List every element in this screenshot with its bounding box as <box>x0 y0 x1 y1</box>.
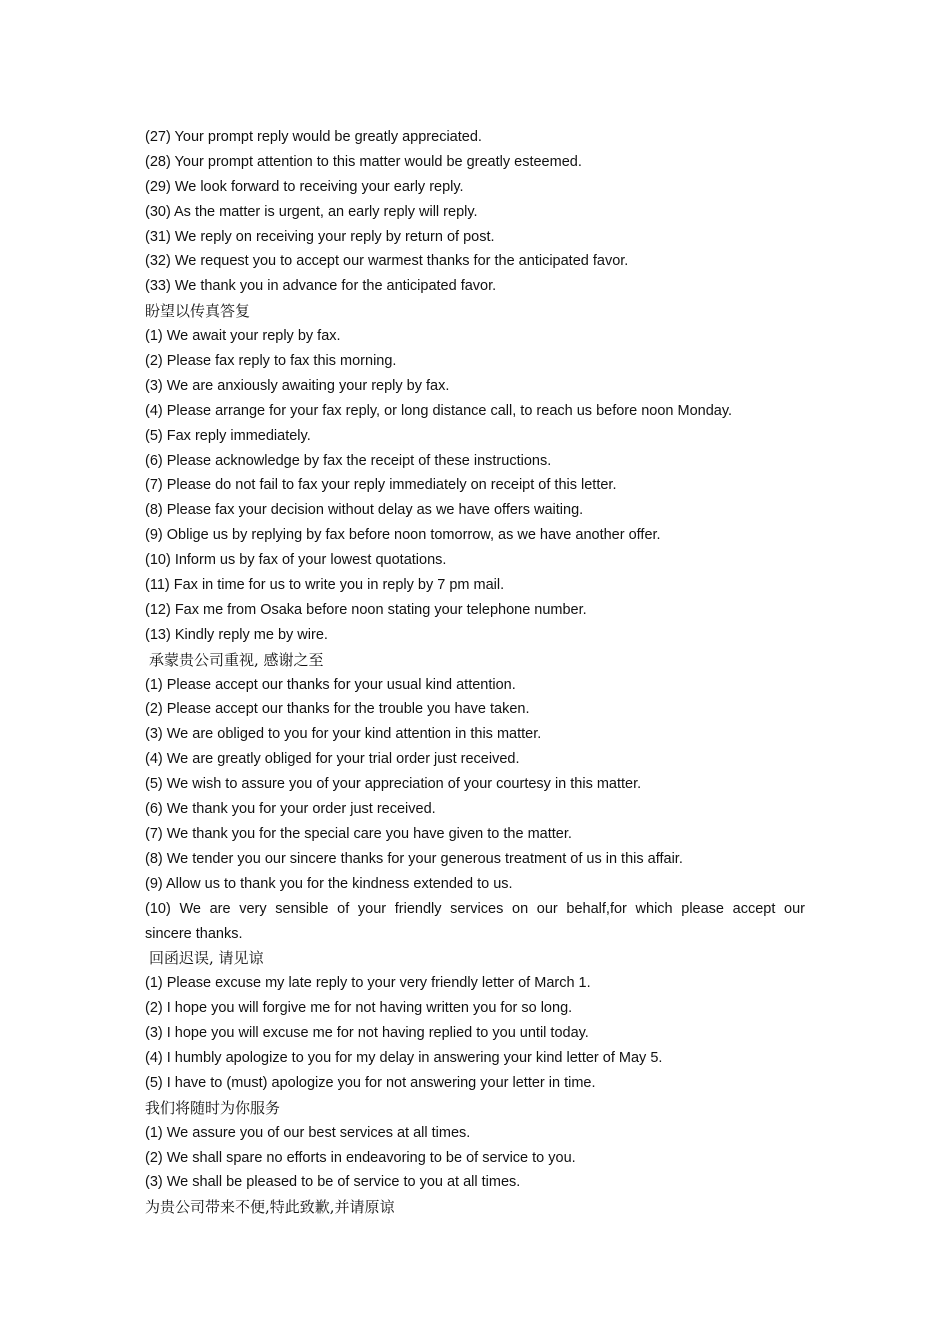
list-item: (4) I humbly apologize to you for my delay in answering your kind letter of May 5. <box>145 1049 663 1066</box>
list-item: (7) We thank you for the special care you have given to the matter. <box>145 825 572 842</box>
list-item: (13) Kindly reply me by wire. <box>145 626 328 643</box>
document-page <box>145 125 805 1220</box>
section-heading-thanks: 承蒙贵公司重视, 感谢之至 <box>149 650 324 669</box>
section-heading-late-reply: 回函迟误, 请见谅 <box>149 949 264 968</box>
list-item: (6) We thank you for your order just received. <box>145 801 436 818</box>
list-item: (4) We are greatly obliged for your trial order just received. <box>145 751 520 768</box>
list-item: (27) Your prompt reply would be greatly appreciated. <box>145 129 482 145</box>
list-item: (31) We reply on receiving your reply by return of post. <box>145 228 495 245</box>
list-item: (1) We await your reply by fax. <box>145 328 341 345</box>
list-item: (3) I hope you will excuse me for not having replied to you until today. <box>145 1025 589 1042</box>
list-item: (2) Please accept our thanks for the trouble you have taken. <box>145 701 530 718</box>
list-item: (8) We tender you our sincere thanks for your generous treatment of us in this affair. <box>145 850 683 867</box>
section-heading-fax-reply: 盼望以传真答复 <box>145 302 251 321</box>
list-item: (28) Your prompt attention to this matter would be greatly esteemed. <box>145 153 582 170</box>
list-item: (8) Please fax your decision without delay as we have offers waiting. <box>145 502 584 519</box>
list-item: (33) We thank you in advance for the anticipated favor. <box>145 278 497 295</box>
list-item: (32) We request you to accept our warmest thanks for the anticipated favor. <box>145 253 629 270</box>
section-heading-service: 我们将随时为你服务 <box>145 1098 281 1117</box>
list-item-long: (10) We are very sensible of your friendly services on our behalf,for which please accept our <box>145 900 805 917</box>
section-heading-apology: 为贵公司带来不便,特此致歉,并请原谅 <box>145 1198 395 1217</box>
list-item: (3) We are anxiously awaiting your reply by fax. <box>145 377 450 394</box>
list-item: (5) We wish to assure you of your appreciation of your courtesy in this matter. <box>145 776 642 793</box>
list-item: (9) Allow us to thank you for the kindness extended to us. <box>145 875 513 892</box>
list-item: (3) We are obliged to you for your kind attention in this matter. <box>145 726 542 743</box>
list-item: (12) Fax me from Osaka before noon stating your telephone number. <box>145 601 587 618</box>
list-item: (1) Please excuse my late reply to your very friendly letter of March 1. <box>145 975 591 992</box>
list-item: (7) Please do not fail to fax your reply immediately on receipt of this letter. <box>145 477 617 494</box>
list-item: (2) We shall spare no efforts in endeavoring to be of service to you. <box>145 1149 576 1166</box>
list-item: (3) We shall be pleased to be of service to you at all times. <box>145 1174 521 1191</box>
list-item: (30) As the matter is urgent, an early reply will reply. <box>145 203 478 220</box>
list-item: (1) Please accept our thanks for your usual kind attention. <box>145 676 516 693</box>
list-item: (5) Fax reply immediately. <box>145 427 311 444</box>
list-item: (4) Please arrange for your fax reply, or long distance call, to reach us before noon Monday. <box>145 402 733 419</box>
list-item: (2) Please fax reply to fax this morning. <box>145 353 397 370</box>
list-item: (1) We assure you of our best services at all times. <box>145 1124 471 1141</box>
list-item: (5) I have to (must) apologize you for not answering your letter in time. <box>145 1074 596 1091</box>
list-item: (9) Oblige us by replying by fax before noon tomorrow, as we have another offer. <box>145 527 661 544</box>
list-item: (29) We look forward to receiving your early reply. <box>145 178 464 195</box>
list-item: (6) Please acknowledge by fax the receipt of these instructions. <box>145 452 552 469</box>
list-item: (11) Fax in time for us to write you in reply by 7 pm mail. <box>145 577 505 594</box>
list-item-long-continuation: sincere thanks. <box>145 925 243 942</box>
list-item: (10) Inform us by fax of your lowest quotations. <box>145 552 447 569</box>
list-item: (2) I hope you will forgive me for not having written you for so long. <box>145 1000 573 1017</box>
